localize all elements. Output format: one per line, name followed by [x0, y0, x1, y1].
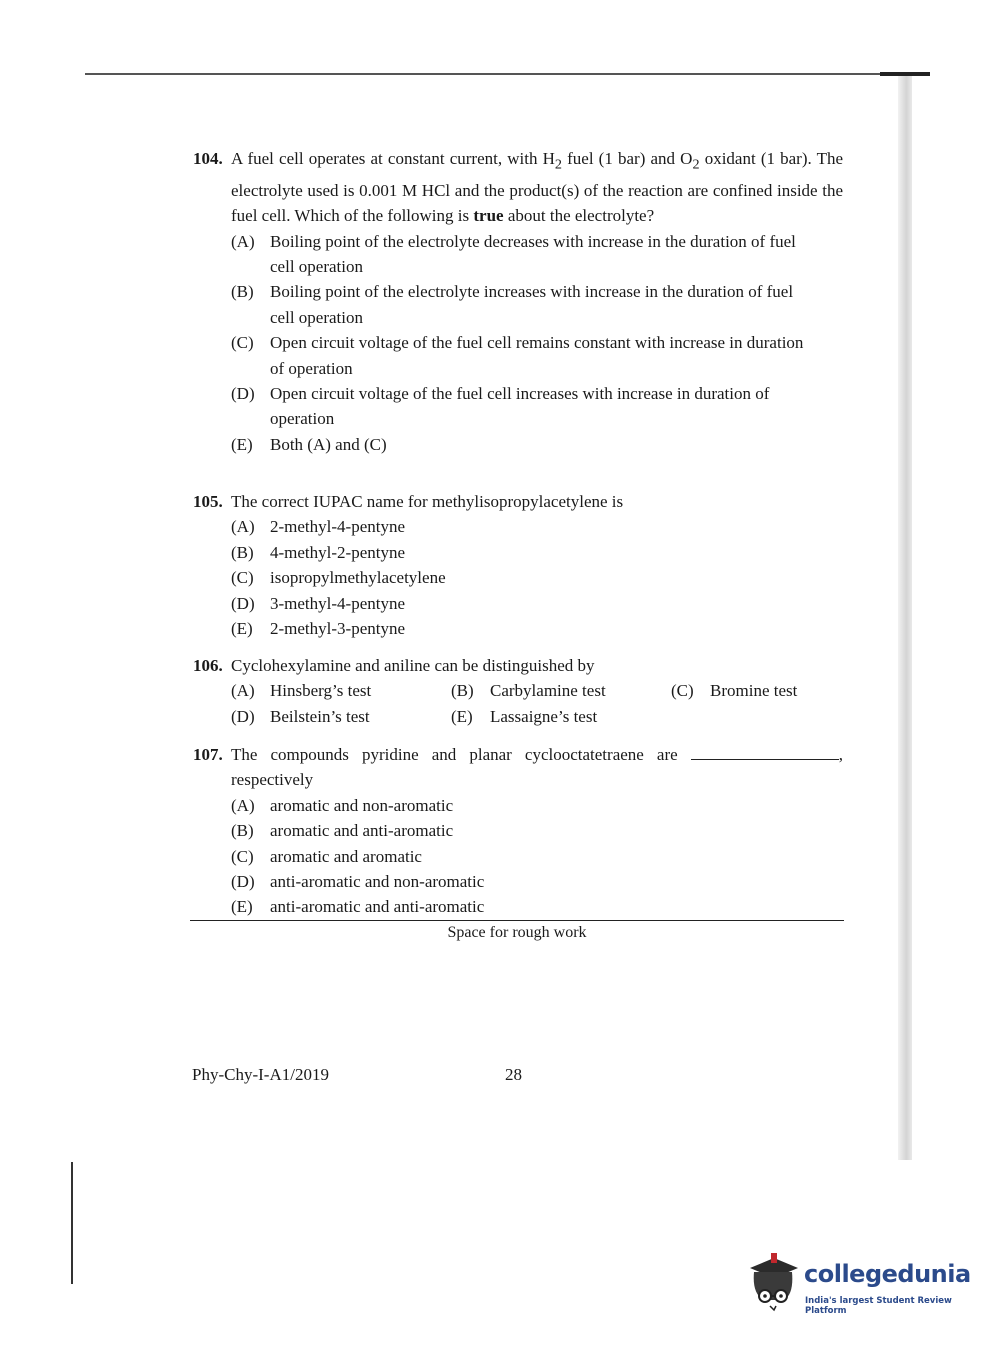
question-area: [193, 146, 844, 917]
option-a: (A) aromatic and non-aromatic: [231, 795, 454, 815]
rough-work-label: Space for rough work: [447, 924, 587, 941]
question-104: [193, 146, 843, 457]
option-e: (E) Both (A) and (C): [231, 434, 387, 454]
question-number: 105.: [193, 492, 223, 511]
option-d: (D) Beilstein’s test: [231, 706, 370, 726]
option-e: (E) 2-methyl-3-pentyne: [231, 619, 406, 639]
option-a: (A) 2-methyl-4-pentyne: [231, 517, 406, 537]
option-c: (C) aromatic and aromatic: [231, 846, 422, 866]
option-d: (D) Open circuit voltage of the fuel cell increases with increase in duration of operation: [231, 384, 770, 429]
page-number: 28: [505, 1065, 522, 1084]
paper-code: Phy-Chy-I-A1/2019: [192, 1065, 329, 1084]
option-d: (D) 3-methyl-4-pentyne: [231, 593, 406, 613]
collegedunia-logo: [744, 1250, 971, 1316]
mascot-icon: [744, 1250, 802, 1312]
logo-wordmark: collegedunia: [804, 1260, 971, 1288]
options-grid: [231, 678, 843, 729]
options-list: [231, 229, 843, 458]
option-a: (A) Boiling point of the electrolyte decreases with increase in the duration of fuel cell operation: [231, 231, 796, 277]
question-text: The compounds pyridine and planar cyclooctatetraene are , respectively: [231, 745, 844, 790]
option-b: (B) 4-methyl-2-pentyne: [231, 542, 406, 562]
options-list: [231, 793, 843, 920]
option-b: (B) Boiling point of the electrolyte increases with increase in the duration of fuel cell operation: [231, 282, 794, 327]
question-number: 106.: [193, 656, 223, 675]
question-105: [193, 489, 843, 641]
question-text: A fuel cell operates at constant current, with $H_2$ fuel (1 bar) and $O_2$ oxidant (1 bar). The electrolyte used is 0.001 M HCl and the product(s) of the reaction are confined inside the fuel cell. Which of the following is true about the electrolyte?: [231, 149, 844, 226]
scan-edge-left: [71, 1162, 73, 1284]
option-e: (E) Lassaigne’s test: [451, 706, 598, 726]
question-number: 104.: [193, 149, 223, 168]
option-c: (C) isopropylmethylacetylene: [231, 568, 446, 588]
scan-edge-right: [898, 76, 912, 1160]
option-c: (C) Bromine test: [671, 681, 798, 701]
question-106: [193, 653, 843, 729]
option-c: (C) Open circuit voltage of the fuel cell remains constant with increase in duration of operation: [231, 333, 804, 378]
question-text: The correct IUPAC name for methylisopropylacetylene is: [231, 492, 624, 511]
scan-edge-top: [85, 73, 930, 75]
question-number: 107.: [193, 745, 223, 764]
options-list: [231, 514, 843, 641]
option-a: (A) Hinsberg’s test: [231, 681, 372, 701]
rough-work-divider: [190, 920, 844, 921]
answer-blank: [691, 745, 839, 760]
option-b: (B) Carbylamine test: [451, 681, 606, 701]
question-text: Cyclohexylamine and aniline can be distinguished by: [231, 656, 595, 675]
option-e: (E) anti-aromatic and anti-aromatic: [231, 897, 485, 917]
option-b: (B) aromatic and anti-aromatic: [231, 821, 454, 841]
question-107: [193, 742, 843, 920]
logo-tagline: India's largest Student Review Platform: [805, 1296, 952, 1316]
option-d: (D) anti-aromatic and non-aromatic: [231, 872, 485, 892]
